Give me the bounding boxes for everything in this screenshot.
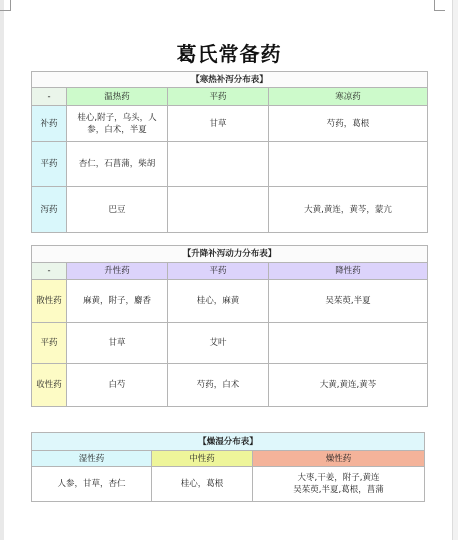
column-header: 降性药 <box>269 263 428 280</box>
table-cell: 人参，甘草，杏仁 <box>32 467 152 502</box>
table-cell: 杏仁，石菖蒲，柴胡 <box>67 142 168 187</box>
row-label: 泻药 <box>32 187 67 233</box>
cold-heat-table <box>31 71 428 233</box>
column-header: 燥性药 <box>253 451 425 467</box>
column-header: 中性药 <box>152 451 253 467</box>
page-right-edge <box>452 0 458 540</box>
table-cell: 芍药，白术 <box>168 364 269 407</box>
table-cell <box>168 142 269 187</box>
row-label: 平药 <box>32 142 67 187</box>
table-cell: 大黄,黄连,黄芩 <box>269 364 428 407</box>
table-cell: 大黄,黄连，黄芩，蒙亢 <box>269 187 428 233</box>
table-cell: 桂心,附子，乌头，人参，白术，半夏 <box>67 106 168 142</box>
column-header: 平药 <box>168 88 269 106</box>
table-cell: 桂心，葛根 <box>152 467 253 502</box>
column-header: 温热药 <box>67 88 168 106</box>
table-corner: - <box>32 263 67 280</box>
table-cell: 吴茱萸,半夏 <box>269 280 428 323</box>
document-title: 葛氏常备药 <box>176 42 282 66</box>
page-left-edge <box>0 0 4 540</box>
dry-wet-table <box>31 432 425 502</box>
row-label: 补药 <box>32 106 67 142</box>
table-caption: 【升降补泻动力分布表】 <box>32 246 428 263</box>
table-caption: 【燥湿分布表】 <box>32 433 425 451</box>
column-header: 湿性药 <box>32 451 152 467</box>
crop-mark-top-right <box>434 0 445 11</box>
table-cell: 大枣,干姜，附子,黄连 吴茱萸,半夏,葛根，菖蒲 <box>253 467 425 502</box>
row-label: 散性药 <box>32 280 67 323</box>
table-cell: 桂心，麻黄 <box>168 280 269 323</box>
table-corner: - <box>32 88 67 106</box>
table-cell: 艾叶 <box>168 323 269 364</box>
table-cell <box>168 187 269 233</box>
column-header: 平药 <box>168 263 269 280</box>
row-label: 收性药 <box>32 364 67 407</box>
rise-fall-table <box>31 245 428 407</box>
table-cell: 巴豆 <box>67 187 168 233</box>
table-cell: 白芍 <box>67 364 168 407</box>
table-cell: 麻黄，附子，麝香 <box>67 280 168 323</box>
table-cell <box>269 142 428 187</box>
column-header: 升性药 <box>67 263 168 280</box>
column-header: 寒凉药 <box>269 88 428 106</box>
table-cell <box>269 323 428 364</box>
row-label: 平药 <box>32 323 67 364</box>
table-cell: 甘草 <box>67 323 168 364</box>
table-cell: 芍药，葛根 <box>269 106 428 142</box>
table-caption: 【寒热补泻分布表】 <box>32 72 428 88</box>
crop-mark-top-left <box>0 0 11 11</box>
table-cell: 甘草 <box>168 106 269 142</box>
